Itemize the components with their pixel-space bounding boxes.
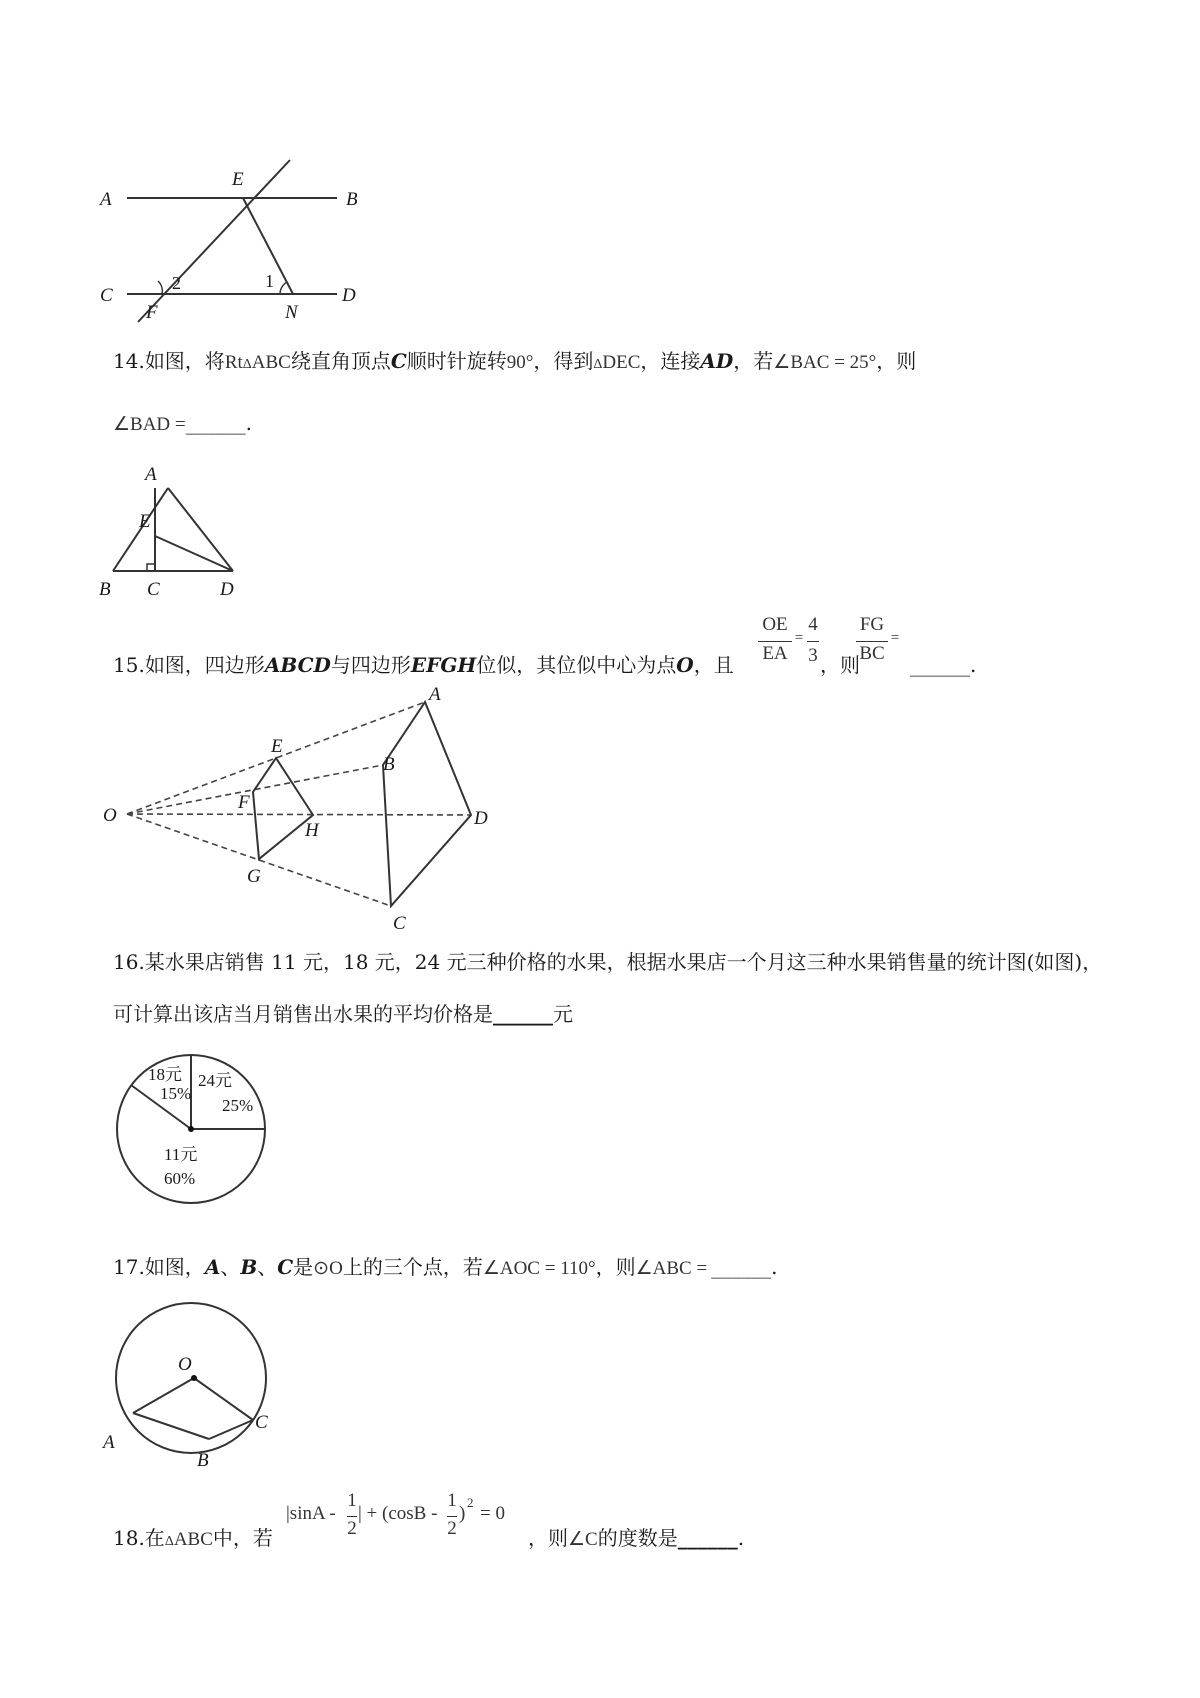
label-B: B bbox=[99, 579, 111, 600]
label-H: H bbox=[305, 820, 319, 841]
label-C: C bbox=[100, 285, 113, 306]
expr-equals-zero: = 0 bbox=[480, 1503, 505, 1524]
question-17: 17.如图，A、B、C是⊙O上的三个点，若∠AOC = 110°，则∠ABC = ______. bbox=[113, 1255, 778, 1279]
fraction-bar bbox=[347, 1516, 357, 1517]
pie-chart bbox=[110, 1048, 280, 1218]
fraction-bar bbox=[447, 1516, 457, 1517]
slice-label-11: 11元 bbox=[164, 1145, 198, 1164]
slice-pct-24: 25% bbox=[222, 1096, 254, 1115]
fraction-bc-denominator: BC bbox=[859, 643, 885, 664]
slice-label-18: 18元 bbox=[148, 1065, 182, 1084]
question-16-line2: 可计算出该店当月销售出水果的平均价格是______元 bbox=[113, 1002, 573, 1026]
label-E: E bbox=[139, 511, 151, 532]
label-D: D bbox=[342, 285, 356, 306]
label-G: G bbox=[247, 866, 261, 887]
label-O: O bbox=[178, 1354, 192, 1375]
label-B: B bbox=[383, 754, 395, 775]
slice-pct-11: 60% bbox=[164, 1169, 196, 1188]
half-denominator-1: 2 bbox=[347, 1518, 357, 1539]
label-E: E bbox=[271, 736, 283, 757]
slice-pct-18: 15% bbox=[160, 1084, 192, 1103]
question-15-blank: ______. bbox=[910, 653, 977, 677]
figure-parallel-lines bbox=[100, 160, 400, 330]
half-numerator-1: 1 bbox=[347, 1490, 357, 1511]
fraction-3-denominator: 3 bbox=[808, 645, 818, 666]
label-A: A bbox=[145, 464, 157, 485]
label-F: F bbox=[238, 792, 250, 813]
question-18-start: 18.在ΔABC中，若 bbox=[113, 1526, 273, 1550]
figure-triangle-rotation bbox=[99, 458, 285, 600]
label-F: F bbox=[146, 302, 158, 323]
angle-label-2: 2 bbox=[172, 273, 181, 293]
question-15: 15.如图，四边形ABCD与四边形EFGH位似，其位似中心为点O，且 bbox=[113, 653, 734, 677]
label-N: N bbox=[285, 302, 298, 323]
question-18-end: ，则∠C的度数是______. bbox=[528, 1526, 745, 1550]
fraction-bar bbox=[856, 641, 888, 642]
label-C: C bbox=[255, 1412, 268, 1433]
expr-close-paren: ) bbox=[459, 1503, 466, 1524]
figure-circle bbox=[105, 1298, 285, 1478]
fraction-ea-denominator: EA bbox=[762, 643, 788, 664]
half-denominator-2: 2 bbox=[447, 1518, 457, 1539]
fraction-bar bbox=[807, 641, 819, 642]
fraction-bar bbox=[758, 641, 792, 642]
label-O: O bbox=[103, 805, 117, 826]
half-numerator-2: 1 bbox=[447, 1490, 457, 1511]
figure-homothety bbox=[105, 682, 505, 942]
label-E: E bbox=[232, 169, 244, 190]
equals-sign: = bbox=[794, 630, 804, 646]
slice-label-24: 24元 bbox=[198, 1071, 232, 1090]
label-C: C bbox=[147, 579, 160, 600]
question-14-line1: 14.如图，将RtΔABC绕直角顶点C顺时针旋转90°，得到ΔDEC，连接AD，若∠BAC = 25°，则 bbox=[113, 349, 917, 373]
label-D: D bbox=[220, 579, 234, 600]
question-16-line1: 16.某水果店销售 11 元，18 元，24 元三种价格的水果，根据水果店一个月这三种水果销售量的统计图(如图)， bbox=[113, 950, 1103, 974]
question-15-ask: ，则 bbox=[820, 653, 860, 677]
label-C: C bbox=[393, 913, 406, 934]
fraction-oe-numerator: OE bbox=[762, 614, 788, 635]
equals-sign: = bbox=[890, 630, 900, 646]
label-B: B bbox=[346, 189, 358, 210]
expr-exponent: 2 bbox=[467, 1495, 474, 1510]
label-A: A bbox=[103, 1432, 115, 1453]
fraction-fg-numerator: FG bbox=[859, 614, 885, 635]
label-A: A bbox=[429, 684, 441, 705]
question-14-line2: ∠BAD =______. bbox=[113, 411, 252, 435]
label-B: B bbox=[197, 1450, 209, 1471]
expr-sin-part: |sinA - bbox=[286, 1503, 336, 1524]
fraction-4-numerator: 4 bbox=[808, 614, 818, 635]
angle-label-1: 1 bbox=[265, 271, 274, 291]
label-A: A bbox=[100, 189, 112, 210]
label-D: D bbox=[474, 808, 488, 829]
expr-cos-part: | + (cosB - bbox=[358, 1503, 438, 1524]
